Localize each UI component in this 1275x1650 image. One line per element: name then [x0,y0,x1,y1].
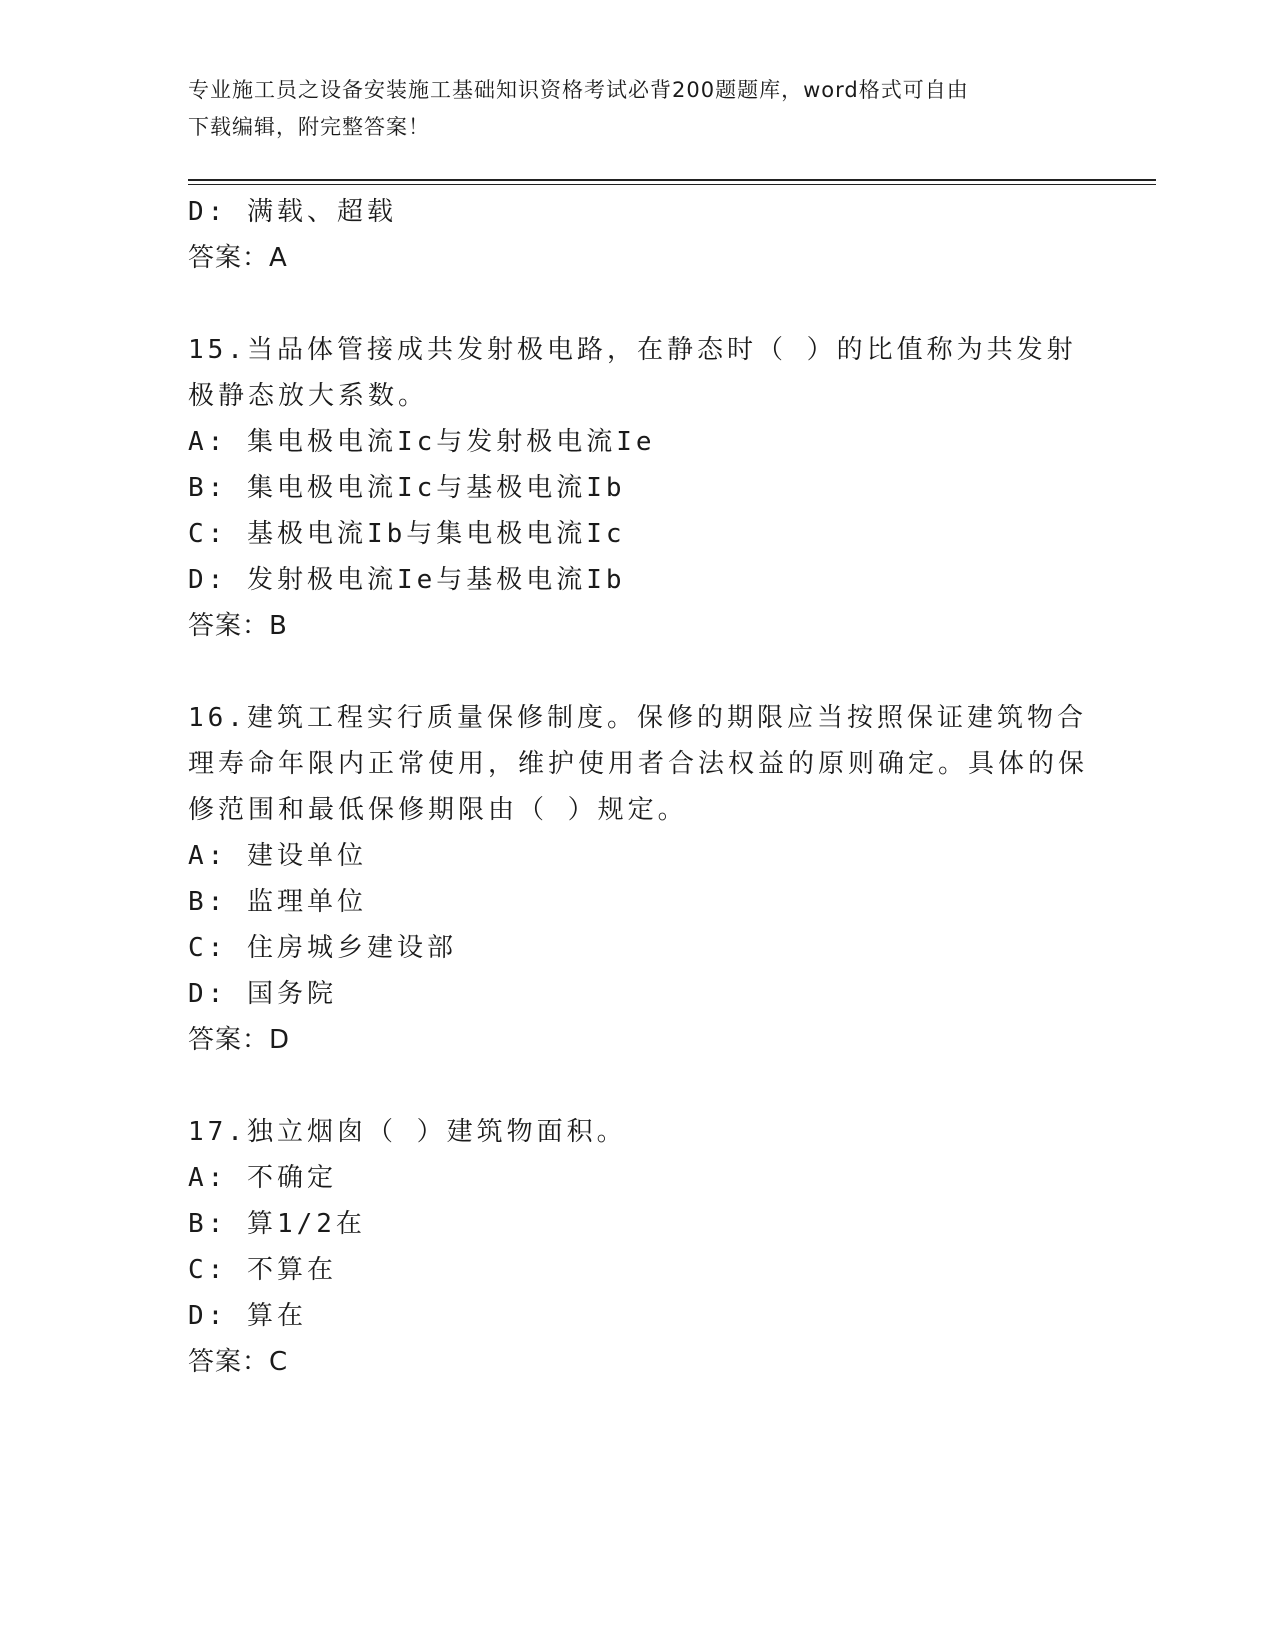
header-divider-thick [188,179,1156,181]
option-b: B: 监理单位 [188,887,367,917]
answer: 答案：A [188,243,288,273]
question-16 [188,695,1088,1063]
option-d: D: 算在 [188,1301,307,1331]
option-a: A: 集电极电流Ic与发射极电流Ie [188,427,656,457]
question-stem: 17.独立烟囱（ ）建筑物面积。 [188,1117,627,1147]
header-title-line-1: 专业施工员之设备安装施工基础知识资格考试必背200题题库，word格式可自由 [188,78,969,102]
spacer [188,1063,1088,1109]
option-c: C: 住房城乡建设部 [188,933,457,963]
option-a: A: 建设单位 [188,841,367,871]
question-stem: 15.当品体管接成共发射极电路，在静态时（ ）的比值称为共发射极静态放大系数。 [188,335,1077,411]
question-content [188,189,1088,1385]
question-stem: 16.建筑工程实行质量保修制度。保修的期限应当按照保证建筑物合理寿命年限内正常使用，维护使用者合法权益的原则确定。具体的保修范围和最低保修期限由（ ）规定。 [188,703,1089,825]
continued-question [188,189,1088,281]
option-d: D: 发射极电流Ie与基极电流Ib [188,565,626,595]
page-header [188,72,1088,146]
spacer [188,281,1088,327]
option-d: D: 国务院 [188,979,337,1009]
option-d: D: 满载、超载 [188,197,397,227]
option-b: B: 算1/2在 [188,1209,366,1239]
header-divider-thin [188,184,1156,185]
answer: 答案：D [188,1025,291,1055]
question-17 [188,1109,1088,1385]
option-c: C: 基极电流Ib与集电极电流Ic [188,519,626,549]
option-c: C: 不算在 [188,1255,337,1285]
question-15 [188,327,1088,649]
header-title-line-2: 下载编辑，附完整答案！ [188,115,430,139]
option-b: B: 集电极电流Ic与基极电流Ib [188,473,626,503]
answer: 答案：C [188,1347,289,1377]
answer: 答案：B [188,611,288,641]
option-a: A: 不确定 [188,1163,337,1193]
spacer [188,649,1088,695]
